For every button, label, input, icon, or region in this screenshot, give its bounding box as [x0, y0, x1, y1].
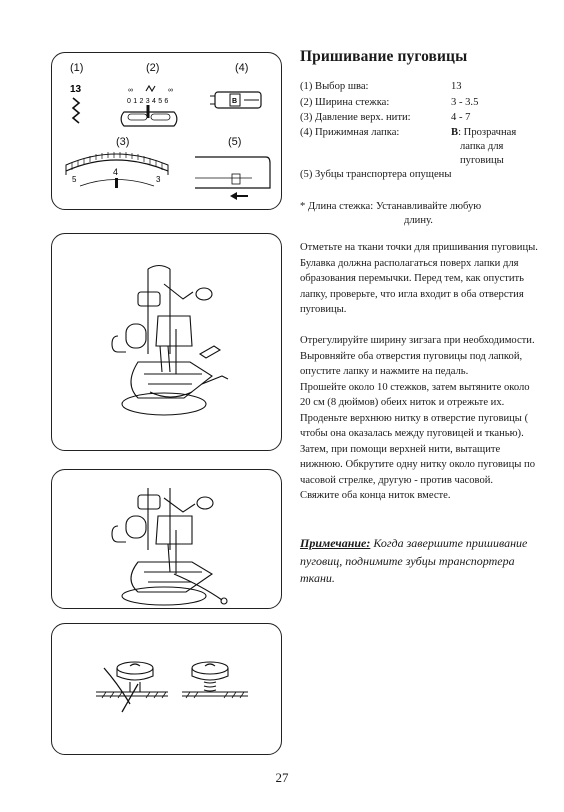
instruction-line: Выровняйте оба отверстия пуговицы под лапкой, опустите лапку и нажмите на педаль.: [300, 350, 523, 377]
svg-text:∞: ∞: [128, 87, 133, 94]
figure-label-3: (3): [116, 136, 130, 148]
stitch-length-note: [300, 200, 550, 230]
feed-dog-lever-icon: [195, 157, 270, 200]
presser-foot-threads-drawing: [112, 488, 227, 605]
spec-value: 4 - 7: [451, 112, 471, 123]
button-wrapping-drawing: [96, 662, 168, 712]
stitch-width-dial: [121, 86, 177, 126]
stitch-length-value-line2: длину.: [404, 215, 433, 226]
spec-row-tension: [300, 111, 550, 125]
stitch-number: 13: [70, 84, 82, 95]
settings-figure-panel: [51, 52, 282, 210]
stitch-length-value: Устанавливайте любую: [376, 201, 482, 212]
zigzag-stitch-icon: [73, 98, 79, 123]
foot-desc: : Прозрачная: [458, 127, 517, 138]
instruction-line: Отрегулируйте ширину зигзага при необходимости.: [300, 335, 535, 346]
presser-foot-with-pin-drawing: [112, 266, 228, 416]
page-title: Пришивание пуговицы: [300, 48, 468, 65]
tension-mark-4: 4: [113, 167, 119, 177]
spec-value-line3: пуговицы: [460, 155, 504, 166]
spec-row-feed-dogs: (5) Зубцы транспортера опущены: [300, 169, 452, 180]
instruction-line: Затем, при помощи верхней нити, вытащите нижнюю. Обкрутите одну нитку около пуговицы по часовой стрелке, другую - против часовой.: [300, 443, 535, 486]
spec-value: 13: [451, 81, 462, 92]
spec-label: (1) Выбор шва:: [300, 81, 369, 92]
figure-label-4: (4): [235, 62, 249, 74]
svg-text:B: B: [232, 98, 238, 105]
spec-row-foot: [300, 126, 550, 168]
tension-mark-5: 5: [72, 175, 77, 184]
button-shank-illustration: [51, 623, 282, 755]
instruction-line: Проденьте верхнюю нитку в отверстие пуговицы ( чтобы она оказалась между пуговицей и тканью).: [300, 412, 529, 439]
note-block: [300, 535, 540, 588]
instruction-paragraph-2: [300, 333, 540, 504]
presser-foot-illustration-1: [51, 233, 282, 451]
instruction-line: Прошейте около 10 стежков, затем вытяните около 20 см (8 дюймов) обеих ниток и отрежьте их.: [300, 381, 530, 408]
thread-tension-dial: [66, 152, 168, 188]
presser-foot-illustration-2: [51, 469, 282, 609]
spec-value: 3 - 3.5: [451, 97, 479, 108]
figure-label-5: (5): [228, 136, 242, 148]
spec-label: (4) Прижимная лапка:: [300, 127, 400, 138]
foot-letter: B: [451, 127, 459, 138]
instruction-paragraph-1: Отметьте на ткани точки для пришивания пуговицы. Булавка должна располагаться поверх лапки для образования перемычки. Перед тем, как опустить лапку, проверьте, что игла входит в оба отверстия пуговицы.: [300, 242, 538, 315]
spec-label: (2) Ширина стежка:: [300, 97, 390, 108]
width-scale: 0 1 2 3 4 5 6: [127, 98, 169, 105]
note-text: Когда завершите пришивание пуговиц, поднимите зубцы транспортера ткани.: [300, 536, 528, 585]
svg-text:∞: ∞: [168, 87, 173, 94]
page-number: 27: [275, 770, 289, 785]
stitch-length-label: * Длина стежка:: [300, 201, 374, 212]
spec-label: (3) Давление верх. нити:: [300, 112, 411, 123]
tension-mark-3: 3: [156, 175, 161, 184]
spec-row-width: [300, 96, 550, 110]
button-shank-finished-drawing: [182, 662, 248, 698]
presser-foot-b-icon: [210, 92, 261, 108]
spec-row-stitch: [300, 80, 550, 94]
figure-label-2: (2): [146, 62, 160, 74]
note-label: Примечание:: [300, 536, 371, 550]
spec-value-line2: лапка для: [460, 141, 504, 152]
spec-value: [451, 126, 516, 140]
instruction-line: Свяжите оба конца ниток вместе.: [300, 490, 451, 501]
figure-label-1: (1): [70, 62, 84, 74]
